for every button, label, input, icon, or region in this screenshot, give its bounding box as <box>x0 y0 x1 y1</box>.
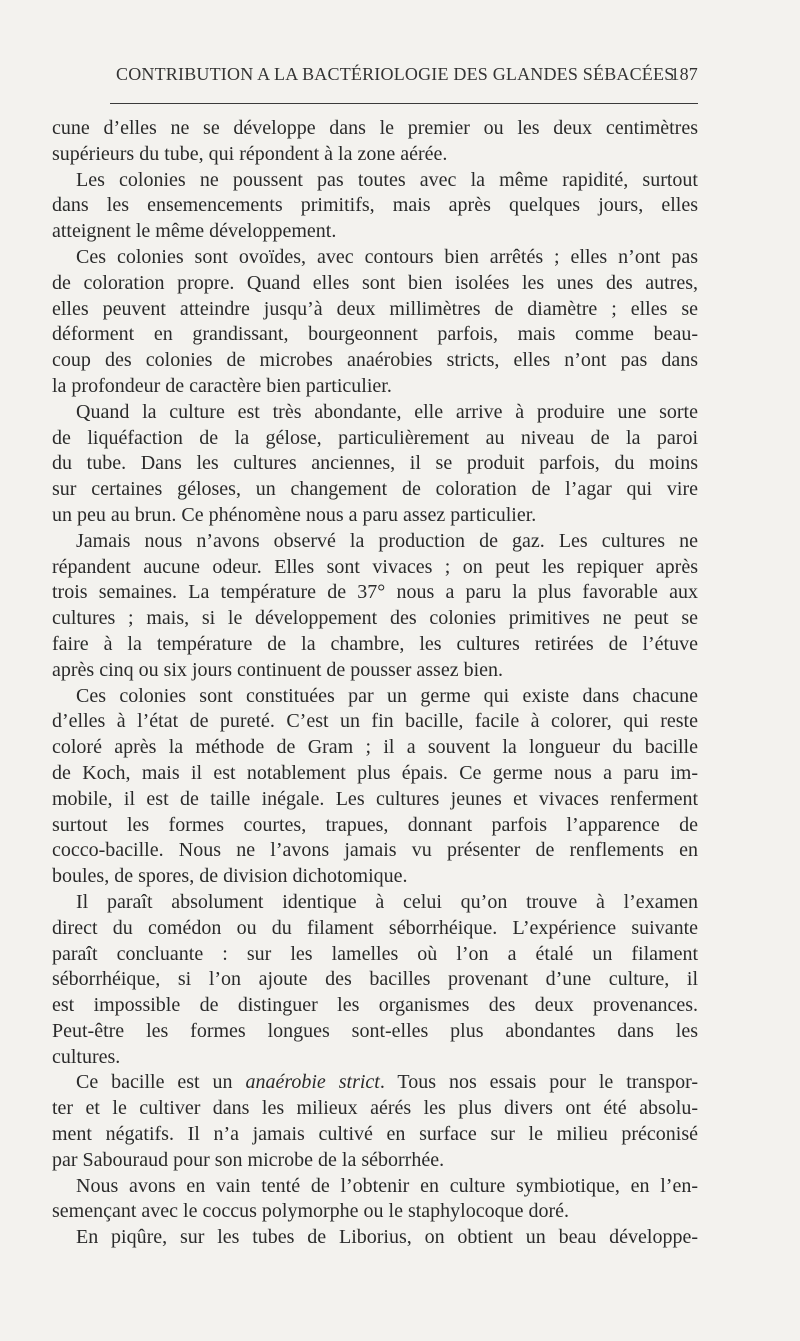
text-line: dans les ensemencements primitifs, mais après quelques jours, elles <box>52 194 698 217</box>
text-line: coloré après la méthode de Gram ; il a souvent la longueur du bacille <box>52 736 698 759</box>
text-line: de coloration propre. Quand elles sont bien isolées les unes des autres, <box>52 271 698 294</box>
text-line: cultures ; mais, si le développement des colonies primitives ne peut se <box>52 607 698 630</box>
text-line: répandent aucune odeur. Elles sont vivaces ; on peut les repiquer après <box>52 555 698 578</box>
text-line: la profondeur de caractère bien particulier. <box>52 374 392 397</box>
text-line: séborrhéique, si l’on ajoute des bacilles provenant d’une culture, il <box>52 968 698 991</box>
running-head <box>108 64 700 90</box>
text-line: elles peuvent atteindre jusqu’à deux millimètres de diamètre ; elles se <box>52 297 698 320</box>
text-line: mobile, il est de taille inégale. Les cultures jeunes et vivaces renferment <box>52 787 698 810</box>
text-line: Peut-être les formes longues sont-elles plus abondantes dans les <box>52 1019 698 1042</box>
text-line: ter et le cultiver dans les milieux aérés les plus divers ont été absolu- <box>52 1097 698 1120</box>
text-line: Nous avons en vain tenté de l’obtenir en culture symbiotique, en l’en- <box>76 1174 698 1197</box>
text-line: un peu au brun. Ce phénomène nous a paru assez particulier. <box>52 503 537 526</box>
text-line: ment négatifs. Il n’a jamais cultivé en surface sur le milieu préconisé <box>52 1123 698 1146</box>
text-line: sur certaines géloses, un changement de coloration de l’agar qui vire <box>52 478 698 501</box>
text-line: atteignent le même développement. <box>52 220 337 243</box>
text-line: surtout les formes courtes, trapues, donnant parfois l’apparence de <box>52 813 698 836</box>
body-lines-first <box>52 116 698 1070</box>
text-line: du tube. Dans les cultures anciennes, il se produit parfois, du moins <box>52 452 698 475</box>
text-line: Quand la culture est très abondante, elle arrive à produire une sorte <box>76 400 698 423</box>
text-line: par Sabouraud pour son microbe de la séborrhée. <box>52 1148 445 1171</box>
text-line: trois semaines. La température de 37° nous a paru la plus favorable aux <box>52 581 698 604</box>
text-line: après cinq ou six jours continuent de pousser assez bien. <box>52 658 504 681</box>
text-line: cocco-bacille. Nous ne l’avons jamais vu présenter de renflements en <box>52 839 698 862</box>
running-title: CONTRIBUTION A LA BACTÉRIOLOGIE DES GLANDES SÉBACÉES <box>116 64 675 84</box>
text-line: supérieurs du tube, qui répondent à la zone aérée. <box>52 142 448 165</box>
text-line: Ces colonies sont constituées par un germe qui existe dans chacune <box>76 684 698 707</box>
text-line: paraît concluante : sur les lamelles où l’on a étalé un filament <box>52 942 698 965</box>
text-line: Les colonies ne poussent pas toutes avec la même rapidité, surtout <box>76 168 698 191</box>
text-line: direct du comédon ou du filament séborrhéique. L’expérience suivante <box>52 916 698 939</box>
text-line: faire à la température de la chambre, les cultures retirées de l’étuve <box>52 632 698 655</box>
text-line: Il paraît absolument identique à celui qu’on trouve à l’examen <box>76 890 698 913</box>
text-line: coup des colonies de microbes anaérobies stricts, elles n’ont pas dans <box>52 349 698 372</box>
text-line: est impossible de distinguer les organismes des deux provenances. <box>52 994 698 1017</box>
text-line: déforment en grandissant, bourgeonnent parfois, mais comme beau- <box>52 323 698 346</box>
text-line-italic <box>52 1070 698 1096</box>
text-line: semençant avec le coccus polymorphe ou le staphylocoque doré. <box>52 1200 570 1223</box>
text-span: Ce bacille est un <box>76 1071 246 1094</box>
text-line: En piqûre, sur les tubes de Liborius, on obtient un beau développe- <box>76 1226 698 1249</box>
text-line: d’elles à l’état de pureté. C’est un fin bacille, facile à colorer, qui reste <box>52 710 698 733</box>
page-number: 187 <box>670 64 698 84</box>
body-lines-second <box>52 1096 698 1251</box>
italic-term: anaérobie strict <box>245 1071 380 1094</box>
text-line: de Koch, mais il est notablement plus épais. Ce germe nous a paru im- <box>52 761 698 784</box>
text-line: Jamais nous n’avons observé la production de gaz. Les cultures ne <box>76 529 698 552</box>
text-line: boules, de spores, de division dichotomique. <box>52 865 408 888</box>
header-rule <box>110 103 698 104</box>
text-line: Ces colonies sont ovoïdes, avec contours bien arrêtés ; elles n’ont pas <box>76 245 698 268</box>
body-text <box>52 116 698 1251</box>
text-line: de liquéfaction de la gélose, particulièrement au niveau de la paroi <box>52 426 698 449</box>
text-span: . Tous nos essais pour le transpor- <box>379 1071 698 1094</box>
text-line: cultures. <box>52 1045 121 1068</box>
text-line: cune d’elles ne se développe dans le premier ou les deux centimètres <box>52 117 698 139</box>
